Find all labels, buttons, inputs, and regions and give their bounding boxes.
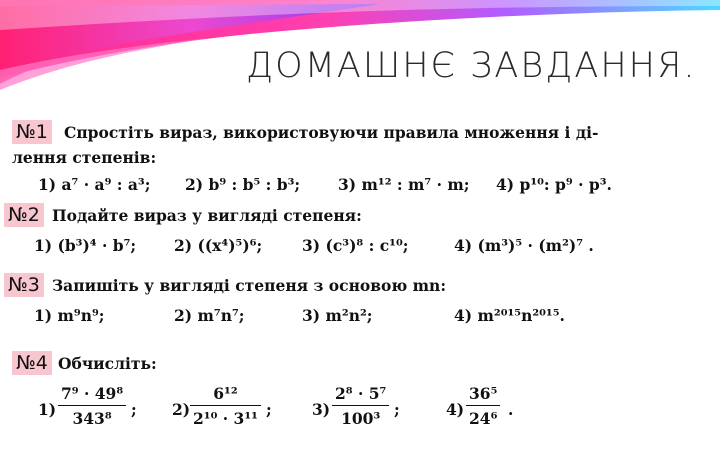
task-3-badge: №3 — [4, 273, 44, 297]
task-4-item-1-punct: ; — [131, 400, 137, 419]
task-2-badge: №2 — [4, 203, 44, 227]
task-3-item-3: 3) m²n²; — [302, 306, 373, 325]
task-3-item-1: 1) m⁹n⁹; — [34, 306, 105, 325]
task-3-item-4: 4) m²⁰¹⁵n²⁰¹⁵. — [454, 306, 565, 325]
task-1-item-1: 1) a⁷ · a⁹ : a³; — [38, 175, 151, 194]
fraction-denominator: 24⁶ — [466, 405, 500, 428]
task-2-item-2: 2) ((x⁴)⁵)⁶; — [174, 236, 263, 255]
fraction-numerator: 2⁸ · 5⁷ — [335, 384, 387, 403]
task-3-item-2: 2) m⁷n⁷; — [174, 306, 245, 325]
task-4-item-1-fraction — [58, 384, 126, 428]
fraction-denominator: 343⁸ — [58, 405, 126, 428]
task-4-item-2-punct: ; — [266, 400, 272, 419]
task-4-item-2-label: 2) — [172, 400, 191, 419]
fraction-numerator: 6¹² — [213, 384, 238, 403]
task-1-item-2: 2) b⁹ : b⁵ : b³; — [185, 175, 301, 194]
task-4-item-2-fraction — [190, 384, 261, 428]
task-2-item-3: 3) (c³)⁸ : c¹⁰; — [302, 236, 409, 255]
task-4-item-3-fraction — [332, 384, 389, 428]
task-2-items — [34, 236, 714, 258]
task-4-text: Обчисліть: — [58, 354, 157, 373]
task-4-item-3-label: 3) — [312, 400, 331, 419]
task-3-items — [34, 306, 714, 328]
task-4-item-4-fraction — [466, 384, 500, 428]
task-1-item-4: 4) p¹⁰: p⁹ · p³. — [496, 175, 612, 194]
task-4-item-1-label: 1) — [38, 400, 57, 419]
task-1-text-cont: лення степенів: — [12, 148, 157, 167]
task-1-items — [38, 175, 718, 197]
task-1-item-3: 3) m¹² : m⁷ · m; — [338, 175, 470, 194]
task-4-item-3-punct: ; — [394, 400, 400, 419]
task-3-text: Запишіть у вигляді степеня з основою mn: — [52, 276, 447, 295]
task-4-item-4-punct: . — [508, 400, 514, 419]
task-2-item-4: 4) (m³)⁵ · (m²)⁷ . — [454, 236, 594, 255]
fraction-numerator: 36⁵ — [469, 384, 498, 403]
task-1-text: Спростіть вираз, використовуючи правила множення і ді- — [64, 123, 599, 142]
task-2-text: Подайте вираз у вигляді степеня: — [52, 206, 362, 225]
task-2-item-1: 1) (b³)⁴ · b⁷; — [34, 236, 137, 255]
task-4-item-4-label: 4) — [446, 400, 465, 419]
fraction-numerator: 7⁹ · 49⁸ — [61, 384, 124, 403]
task-1-badge: №1 — [12, 120, 52, 144]
task-4-badge: №4 — [12, 351, 52, 375]
fraction-denominator: 2¹⁰ · 3¹¹ — [190, 405, 261, 428]
fraction-denominator: 100³ — [332, 405, 389, 428]
page-title: ДОМАШНЄ ЗАВДАННЯ. — [246, 46, 697, 86]
